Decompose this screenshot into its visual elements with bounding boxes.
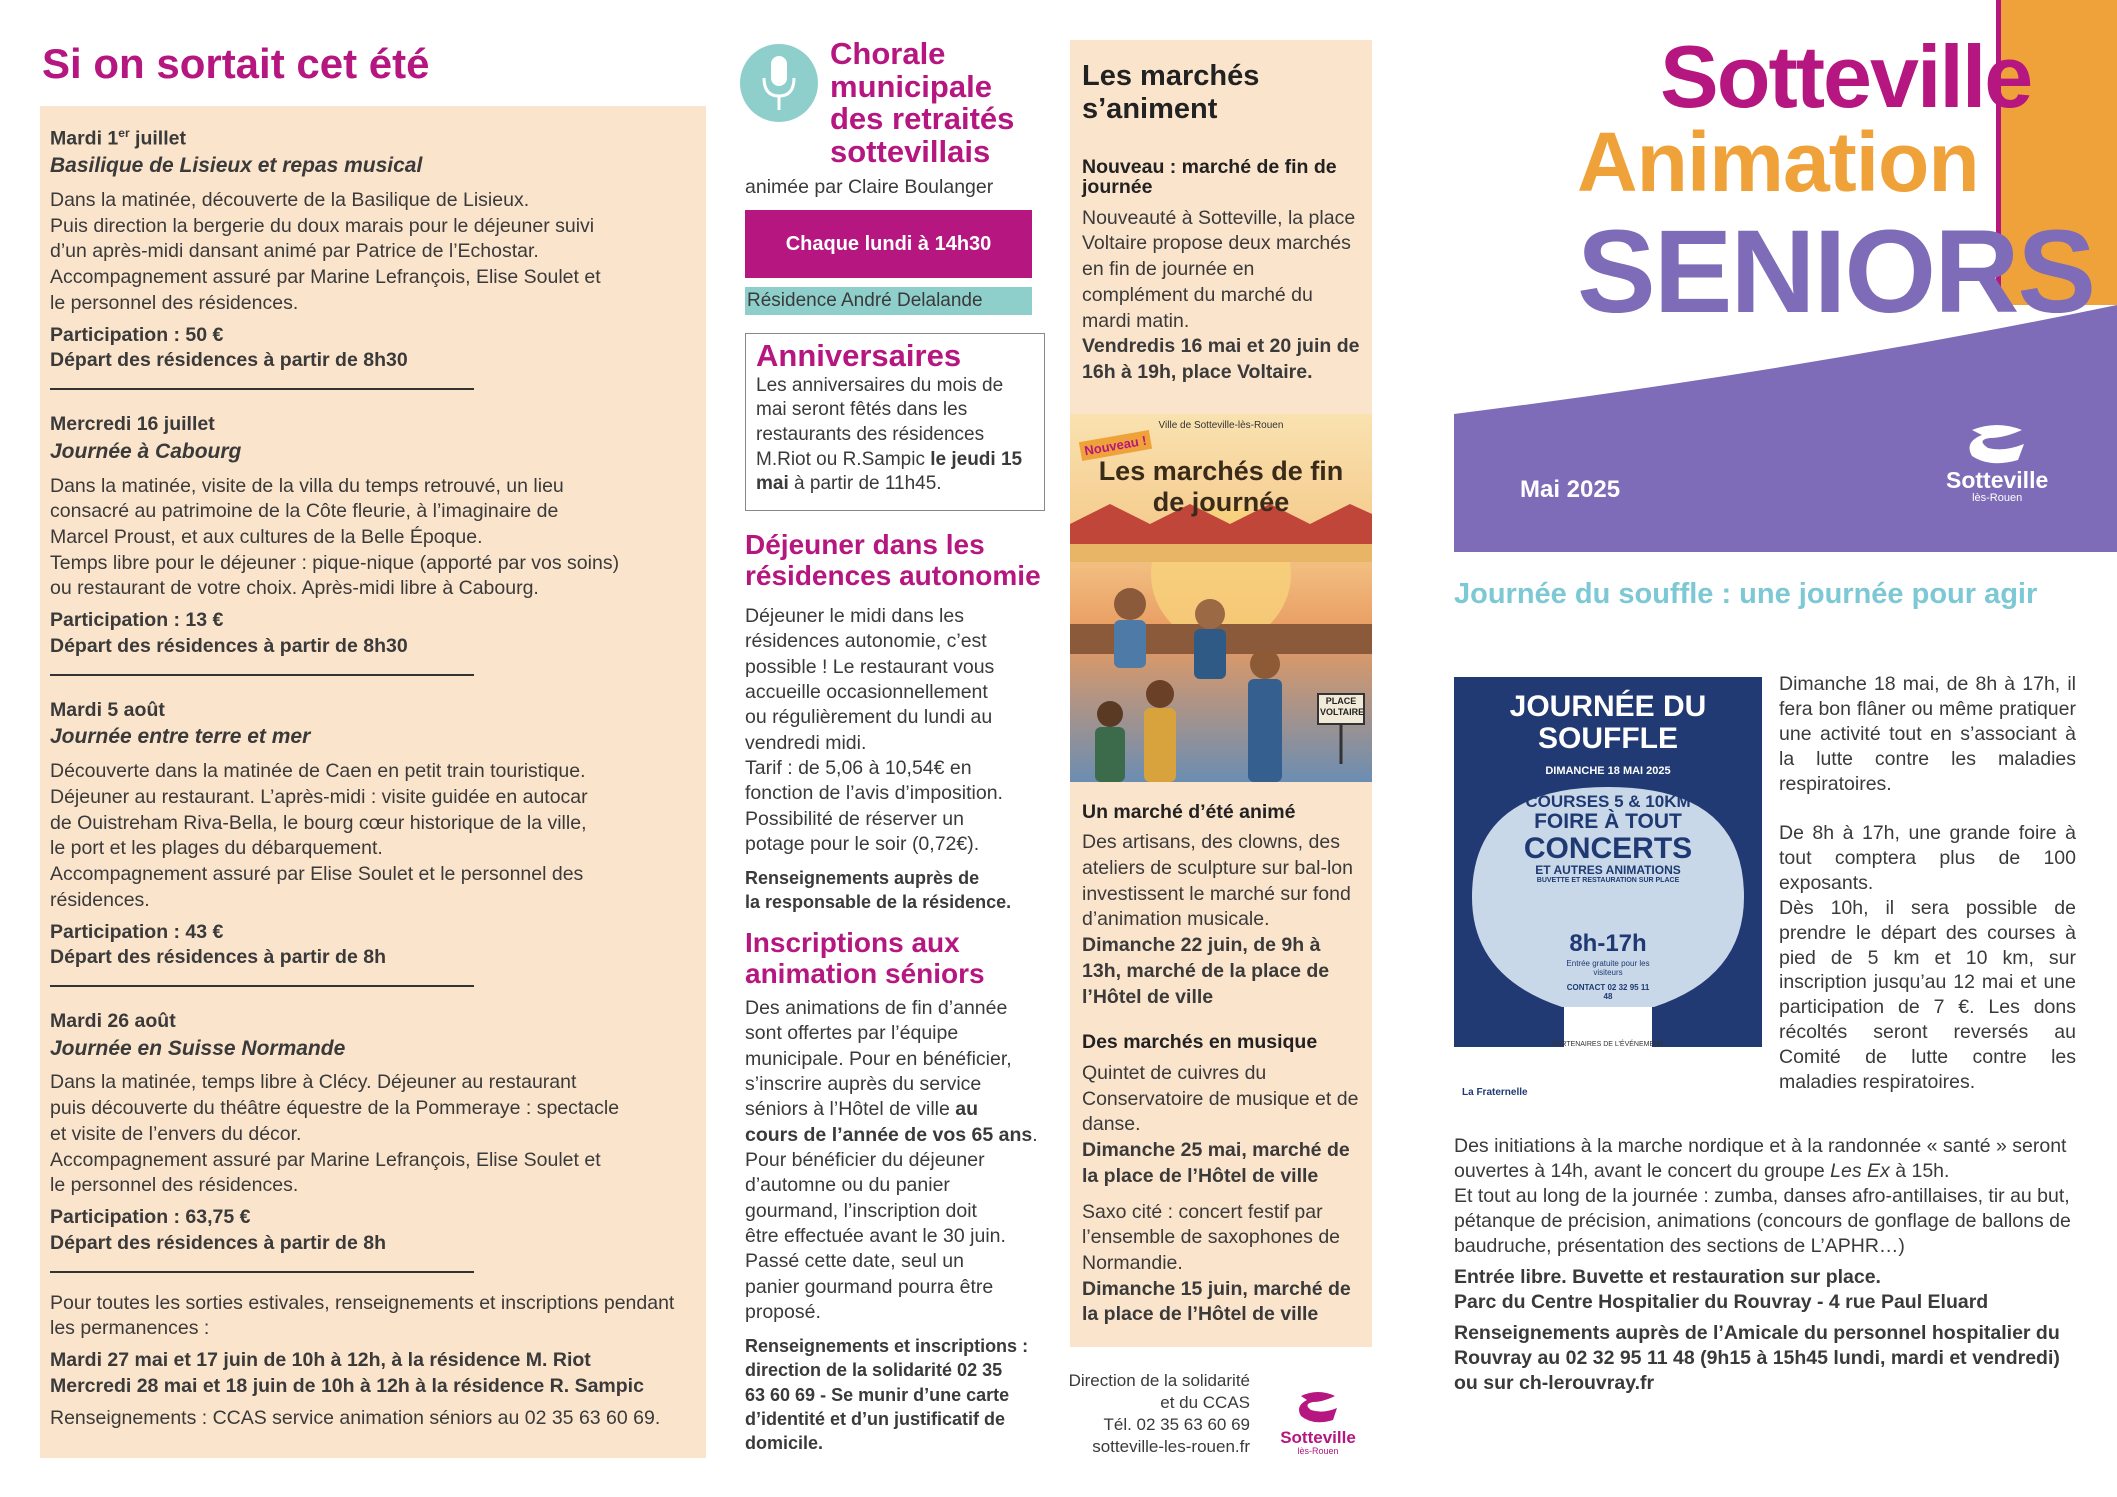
outing-description: Dans la matinée, temps libre à Clécy. Déjeuner au restaurant puis découverte du théâtre équestre de la Pommeraye : spectacle et visite de l’envers du décor. Accompagnement assuré par Marine Lefrançois, Elise Soulet et le personnel des résidences. <box>50 1071 620 1197</box>
outing-departure: Départ des résidences à partir de 8h <box>50 1231 386 1254</box>
divider <box>50 674 474 676</box>
birthdays-box <box>745 333 1045 511</box>
music-market-1-text: Quintet de cuivres du Conservatoire de musique et de danse. <box>1082 1061 1359 1136</box>
permanence-1: Mardi 27 mai et 17 juin de 10h à 12h, à la résidence M. Riot <box>50 1349 591 1372</box>
poster-city: Ville de Sotteville-lès-Rouen <box>1158 420 1284 431</box>
summer-market-date: Dimanche 22 juin, de 9h à 13h, marché de la place de l’Hôtel de ville <box>1082 934 1330 1008</box>
poster-badge: Nouveau ! <box>1079 430 1152 461</box>
music-market-1-date: Dimanche 25 mai, marché de la place de l’Hôtel de ville <box>1082 1139 1350 1187</box>
birthdays-title: Anniversaires <box>756 338 962 373</box>
lunch-contact: Renseignements auprès de la responsable de la résidence. <box>745 868 1012 913</box>
breath-day-races: Dès 10h, il sera possible de prendre le départ des courses à pied de 5 km et 10 km, sur inscription jusqu’au 12 mai et une participation de 7 €. Les dons récoltés seront reversés au Comité de lutte contre les maladies respiratoires. <box>1779 896 2076 1094</box>
outing-description: Dans la matinée, visite de la villa du temps retrouvé, un lieu consacré au patrimoine de la Côte fleurie, à l’imaginaire de Marcel Proust, et aux cultures de la Belle Époque. Temps libre pour le déjeuner : pique-nique (apporté par vos soins) ou restaurant de votre choix. Après-midi libre à Cabourg. <box>50 474 620 600</box>
poster-entry: Entrée gratuite pour les visiteurs <box>1566 959 1650 977</box>
outing-name: Journée entre terre et mer <box>50 725 311 749</box>
divider <box>50 985 474 987</box>
outings-title: Si on sortait cet été <box>42 40 430 87</box>
breath-day-details <box>1779 672 2076 1095</box>
permanence-2: Mercredi 28 mai et 18 juin de 10h à 12h à la résidence R. Sampic <box>50 1374 644 1397</box>
registration-text: Des animations de fin d’année sont offertes par l’équipe municipale. Pour en bénéficier, s’inscrire auprès du service séniors à l’Hôtel de ville au cours de l’année de vos 65 ans. Pour bénéficier du déjeuner d’automne ou du panier gourmand, l’inscription doit être effectuée avant le 30 juin. Passé cette date, seul un panier gourmand pourra être proposé. <box>745 997 1038 1324</box>
breath-day-initiations: Des initiations à la marche nordique et à la randonnée « santé » seront ouvertes à 14h, avant le concert du groupe Les Ex à 15h. <box>1454 1135 2067 1182</box>
lunch-text: Déjeuner le midi dans les résidences autonomie, c’est possible ! Le restaurant vous accueille occasionnellement ou régulièrement du lundi au vendredi midi. Tarif : de 5,06 à 10,54€ en fonction de l’avis d’imposition. Possibilité de réserver un potage pour le soir (0,72€). <box>745 605 1003 856</box>
registration-contact: Renseignements et inscriptions : direction de la solidarité 02 35 63 60 69 - Se munir d’une carte d’identité et d’un justificatif de domicile. <box>745 1336 1029 1454</box>
lunch-title: Déjeuner dans les résidences autonomie <box>745 529 1041 591</box>
poster-line: COURSES 5 & 10KM <box>1525 792 1691 811</box>
summer-market-text: Des artisans, des clowns, des ateliers de sculpture sur bal-lon investissent le marché sur fond d’animation musicale. <box>1082 831 1353 931</box>
music-markets-title: Des marchés en musique <box>1082 1031 1318 1054</box>
poster-contact: CONTACT 02 32 95 11 48 <box>1566 983 1650 1001</box>
outing-date: Mardi 26 août <box>50 1010 176 1033</box>
outing-participation: Participation : 50 € <box>50 323 224 346</box>
poster-title: Les marchés de fin de journée <box>1098 456 1344 518</box>
outing-name: Basilique de Lisieux et repas musical <box>50 154 423 178</box>
outing-2 <box>50 412 694 660</box>
outing-name: Journée à Cabourg <box>50 439 242 463</box>
poster-hours: 8h-17h <box>1569 930 1647 957</box>
outings-panel <box>40 106 706 1458</box>
poster-sign: PLACE VOLTAIRE <box>1320 696 1365 717</box>
poster-line: CONCERTS <box>1523 831 1693 865</box>
outing-departure: Départ des résidences à partir de 8h30 <box>50 634 408 657</box>
breath-day-title: Journée du souffle : une journée pour agir <box>1454 578 2038 610</box>
chorale-schedule: Chaque lundi à 14h30 <box>745 210 1032 278</box>
breath-day-poster <box>1454 677 1762 1114</box>
market-poster <box>1070 414 1372 782</box>
outing-1 <box>50 126 694 374</box>
brand-sotteville: Sotteville <box>1660 27 2032 126</box>
poster-fraternelle: La Fraternelle <box>1462 1087 1528 1098</box>
breath-day-contact: Renseignements auprès de l’Amicale du personnel hospitalier du Rouvray au 02 32 95 11 48 (9h15 à 15h45 lundi, mardi et vendredi) ou sur ch-lerouvray.fr <box>1454 1321 2060 1394</box>
breath-day-entry: Entrée libre. Buvette et restauration sur place. <box>1454 1265 1881 1288</box>
microphone-icon <box>740 44 818 122</box>
sotteville-logo <box>1946 420 2048 504</box>
registration-title: Inscriptions aux animation séniors <box>745 927 985 989</box>
outing-date: Mardi 1er juillet <box>50 126 186 150</box>
poster-line: ET AUTRES ANIMATIONS <box>1535 863 1681 878</box>
logo-small-name: Sotteville <box>1280 1428 1356 1447</box>
chorale-leader: animée par Claire Boulanger <box>745 176 994 198</box>
s-logo-icon <box>1962 420 2032 464</box>
chorale-title: Chorale municipale des retraités sottevillais <box>830 36 1015 169</box>
outing-participation: Participation : 63,75 € <box>50 1206 251 1229</box>
poster-program <box>1474 793 1742 884</box>
ccas-contact <box>1040 1370 1250 1458</box>
outing-description: Dans la matinée, découverte de la Basilique de Lisieux. Puis direction la bergerie du doux marais pour le déjeuner suivi d’un après-midi dansant animé par Patrice de l’Echostar. Accompagnement assuré par Marine Lefrançois, Elise Soulet et le personnel des résidences. <box>50 188 601 314</box>
breath-day-more <box>1454 1134 2076 1396</box>
outing-participation: Participation : 43 € <box>50 920 224 943</box>
ccas-contact-text: Direction de la solidarité et du CCAS Tél. 02 35 63 60 69 sotteville-les-rouen.fr <box>1068 1371 1250 1457</box>
new-market-title: Nouveau : marché de fin de journée <box>1082 155 1337 199</box>
outing-3 <box>50 698 694 971</box>
chorale-location: Résidence André Delalande <box>745 287 1032 315</box>
new-market-dates: Vendredis 16 mai et 20 juin de 16h à 19h, place Voltaire. <box>1082 335 1360 384</box>
breath-day-activities: Et tout au long de la journée : zumba, danses afro-antillaises, tir au but, pétanque de précision, animations (concours de gonflage de ballons de baudruche, présentation des sections de L’APHR…) <box>1454 1184 2071 1257</box>
outing-departure: Départ des résidences à partir de 8h <box>50 946 386 969</box>
issue-date: Mai 2025 <box>1520 476 1621 503</box>
new-market-text: Nouveauté à Sotteville, la place Voltaire propose deux marchés en fin de journée en complément du marché du mardi matin. <box>1082 206 1356 332</box>
music-market-2-text: Saxo cité : concert festif par l’ensemble de saxophones de Normandie. <box>1082 1200 1341 1274</box>
brand-seniors: SENIORS <box>1577 206 2095 338</box>
outing-date: Mardi 5 août <box>50 698 165 721</box>
divider <box>50 1271 474 1273</box>
music-market-2-date: Dimanche 15 juin, marché de la place de l’Hôtel de ville <box>1082 1277 1351 1326</box>
outing-date: Mercredi 16 juillet <box>50 413 215 436</box>
s-logo-icon <box>1293 1388 1343 1424</box>
birthdays-text: Les anniversaires du mois de mai seront fêtés dans les restaurants des résidences M.Riot ou R.Sampic le jeudi 15 mai à partir de 11h45. <box>756 374 1023 495</box>
breath-day-address: Parc du Centre Hospitalier du Rouvray - 4 rue Paul Eluard <box>1454 1290 1989 1313</box>
poster-line: BUVETTE ET RESTAURATION SUR PLACE <box>1536 876 1680 884</box>
divider <box>50 388 474 390</box>
sotteville-logo-small <box>1258 1388 1378 1456</box>
outing-4 <box>50 1009 694 1257</box>
logo-sub: lès-Rouen <box>1972 492 2023 504</box>
poster-date: DIMANCHE 18 MAI 2025 <box>1545 765 1671 777</box>
outing-name: Journée en Suisse Normande <box>50 1036 346 1060</box>
ccas-info: Renseignements : CCAS service animation séniors au 02 35 63 60 69. <box>50 1406 661 1429</box>
poster-title: JOURNÉE DU SOUFFLE <box>1509 690 1707 755</box>
breath-day-intro: Dimanche 18 mai, de 8h à 17h, il fera bon flâner ou même pratiquer une activité tout en s’associant à la lutte contre les maladies respiratoires. <box>1779 673 2076 795</box>
permanences-intro: Pour toutes les sorties estivales, renseignements et inscriptions pendant les permanences : <box>50 1291 675 1340</box>
brand-animation: Animation <box>1577 115 1979 209</box>
outing-description: Découverte dans la matinée de Caen en petit train touristique. Déjeuner au restaurant. L’après-midi : visite guidée en autocar de Ouistreham Riva-Bella, le bourg cœur historique de la ville, le port et les plages du débarquement. Accompagnement assuré par Elise Soulet et le personnel des résidences. <box>50 760 588 911</box>
breath-day-fair: De 8h à 17h, une grande foire à tout comptera plus de 100 exposants. <box>1779 821 2076 894</box>
logo-small-sub: lès-Rouen <box>1297 1446 1339 1456</box>
outing-departure: Départ des résidences à partir de 8h30 <box>50 349 408 372</box>
summer-market-title: Un marché d’été animé <box>1082 800 1296 823</box>
poster-partners: PARTENAIRES DE L’ÉVÉNEMENT <box>1552 1041 1664 1048</box>
logo-name: Sotteville <box>1946 467 2049 493</box>
markets-title: Les marchés s’animent <box>1082 60 1260 126</box>
poster-line: FOIRE À TOUT <box>1534 809 1682 833</box>
outing-participation: Participation : 13 € <box>50 609 224 632</box>
